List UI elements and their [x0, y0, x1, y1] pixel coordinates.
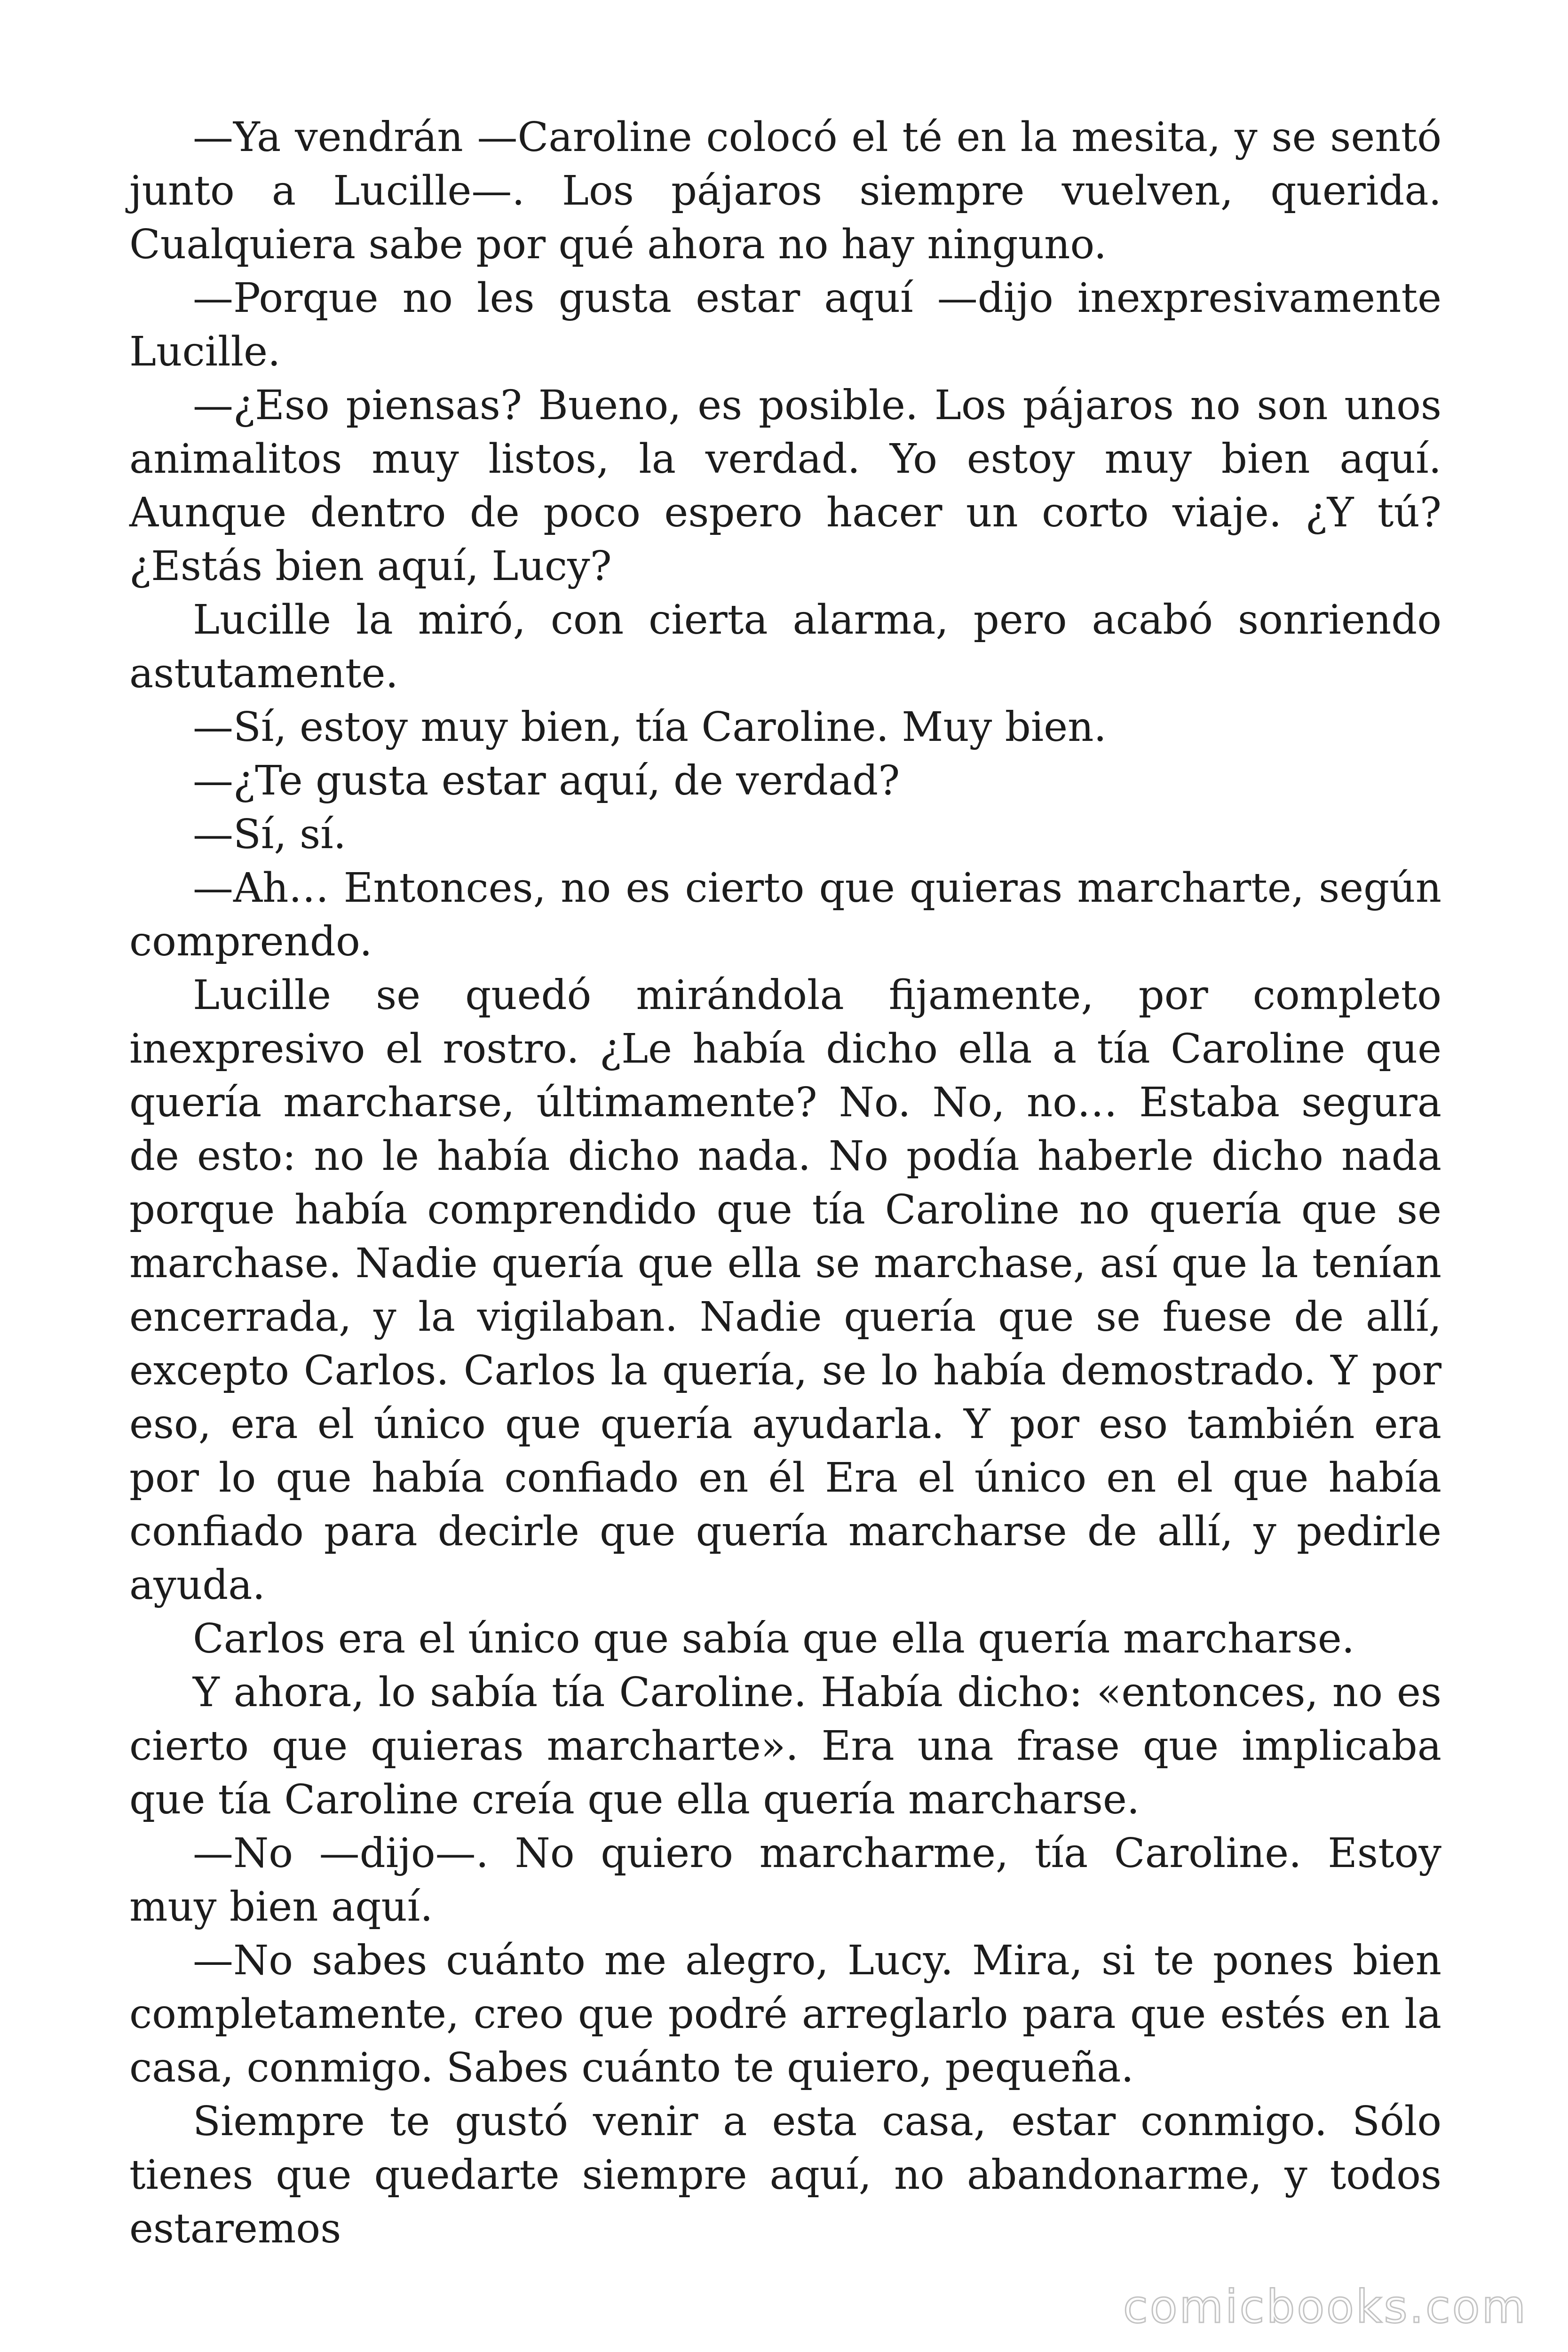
paragraph: —¿Te gusta estar aquí, de verdad? — [193, 757, 900, 804]
page-body — [129, 111, 1441, 2256]
watermark: comicbooks.com — [1123, 2280, 1528, 2333]
paragraph: Siempre te gustó venir a esta casa, estar conmigo. Sólo tienes que quedarte siempre aquí, no abandonarme, y todos estaremos — [129, 2098, 1441, 2252]
paragraph: —Ah… Entonces, no es cierto que quieras marcharte, según comprendo. — [129, 865, 1441, 965]
paragraph: —No —dijo—. No quiero marcharme, tía Caroline. Estoy muy bien aquí. — [129, 1830, 1441, 1931]
paragraph: Lucille se quedó mirándola fijamente, por completo inexpresivo el rostro. ¿Le había dicho ella a tía Caroline que quería marcharse, últimamente? No. No, no… Estaba segura de esto: no le había dicho nada. No podía haberle dicho nada porque había comprendido que tía Caroline no quería que se marchase. Nadie quería que ella se marchase, así que la tenían encerrada, y la vigilaban. Nadie quería que se fuese de allí, excepto Carlos. Carlos la quería, se lo había demostrado. Y por eso, era el único que quería ayudarla. Y por eso también era por lo que había confiado en él Era el único en el que había confiado para decirle que quería marcharse de allí, y pedirle ayuda. — [129, 972, 1441, 1609]
paragraph: —Sí, estoy muy bien, tía Caroline. Muy bien. — [193, 704, 1107, 751]
paragraph: —No sabes cuánto me alegro, Lucy. Mira, si te pones bien completamente, creo que podré arreglarlo para que estés en la casa, conmigo. Sabes cuánto te quiero, pequeña. — [129, 1937, 1441, 2091]
paragraph: —Ya vendrán —Caroline colocó el té en la mesita, y se sentó junto a Lucille—. Los pájaros siempre vuelven, querida. Cualquiera sabe por qué ahora no hay ninguno. — [129, 114, 1441, 268]
paragraph: —Sí, sí. — [193, 811, 347, 858]
paragraph: Lucille la miró, con cierta alarma, pero acabó sonriendo astutamente. — [129, 596, 1441, 697]
paragraph: Carlos era el único que sabía que ella quería marcharse. — [193, 1615, 1355, 1662]
paragraph: —Porque no les gusta estar aquí —dijo inexpresivamente Lucille. — [129, 275, 1441, 375]
paragraph: —¿Eso piensas? Bueno, es posible. Los pájaros no son unos animalitos muy listos, la verdad. Yo estoy muy bien aquí. Aunque dentro de poco espero hacer un corto viaje. ¿Y tú? ¿Estás bien aquí, Lucy? — [129, 382, 1441, 590]
paragraph: Y ahora, lo sabía tía Caroline. Había dicho: «entonces, no es cierto que quieras marcharte». Era una frase que implicaba que tía Caroline creía que ella quería marcharse. — [129, 1669, 1441, 1823]
